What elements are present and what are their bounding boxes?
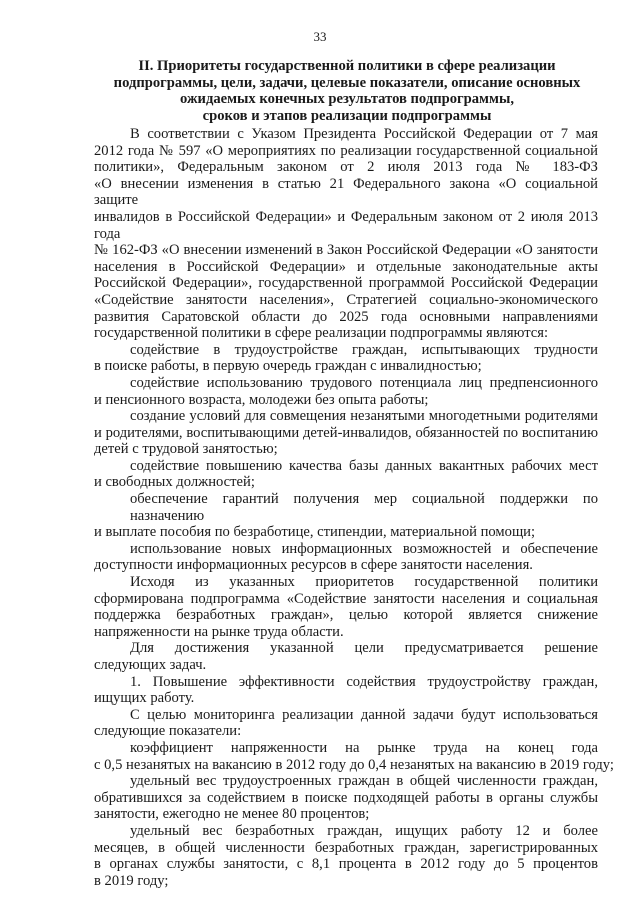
paragraph-line: месяцев, в общей численности безработных граждан, зарегистрированных bbox=[94, 839, 598, 856]
paragraph-line: напряженности на рынке труда области. bbox=[94, 623, 344, 640]
paragraph-line: в поиске работы, в первую очередь граждан с инвалидностью; bbox=[94, 358, 482, 375]
paragraph-line: государственной политики в сфере реализации подпрограммы являются: bbox=[94, 325, 549, 342]
paragraph bbox=[94, 342, 598, 375]
paragraph-line: ищущих работу. bbox=[94, 690, 195, 707]
paragraph bbox=[94, 707, 598, 740]
page-number: 33 bbox=[313, 29, 327, 44]
paragraph bbox=[94, 640, 598, 673]
paragraph-line: «О внесении изменения в статью 21 Федерального закона «О социальной защите bbox=[94, 175, 598, 209]
paragraph bbox=[94, 823, 598, 889]
paragraph bbox=[94, 739, 614, 773]
paragraph-line: содействие использованию трудового потенциала лиц предпенсионного bbox=[130, 374, 598, 391]
paragraph-line: и свободных должностей; bbox=[94, 474, 255, 491]
body-text bbox=[94, 126, 614, 889]
paragraph-line: Исходя из указанных приоритетов государственной политики bbox=[130, 574, 598, 591]
paragraph-line: содействие повышению качества базы данных вакантных рабочих мест bbox=[130, 457, 598, 474]
paragraph-line: политики», Федеральным законом от 2 июля 2013 года № 183-ФЗ bbox=[94, 159, 598, 176]
paragraph-line: занятости, ежегодно не менее 80 процентов; bbox=[94, 806, 370, 823]
paragraph-line: и родителями, воспитывающими детей-инвалидов, обязанностей по воспитанию bbox=[94, 424, 598, 441]
heading-line: сроков и этапов реализации подпрограммы bbox=[202, 107, 492, 124]
paragraph-line: удельный вес трудоустроенных граждан в общей численности граждан, bbox=[130, 773, 598, 790]
paragraph-line: Российской Федерации», государственной программой Российской Федерации bbox=[94, 275, 598, 292]
heading-line: ожидаемых конечных результатов подпрограммы, bbox=[180, 91, 514, 108]
paragraph-line: сформирована подпрограмма «Содействие занятости населения и социальная bbox=[94, 590, 598, 607]
paragraph-line: развития Саратовской области до 2025 года основными направлениями bbox=[94, 308, 598, 325]
paragraph-line: следующие показатели: bbox=[94, 723, 242, 740]
paragraph bbox=[94, 126, 598, 342]
paragraph-line: удельный вес безработных граждан, ищущих работу 12 и более bbox=[130, 822, 598, 839]
paragraph-line: инвалидов в Российской Федерации» и Федеральным законом от 2 июля 2013 года bbox=[94, 208, 598, 242]
paragraph-line: коэффициент напряженности на рынке труда на конец года bbox=[130, 739, 598, 756]
paragraph-line: поддержка безработных граждан», целью которой является снижение bbox=[94, 607, 598, 624]
section-heading bbox=[96, 58, 598, 124]
paragraph-line: В соответствии с Указом Президента Российской Федерации от 7 мая bbox=[130, 126, 598, 142]
paragraph-line: населения в Российской Федерации» и отдельные законодательные акты bbox=[94, 258, 598, 275]
heading-line: подпрограммы, цели, задачи, целевые показатели, описание основных bbox=[113, 74, 581, 91]
paragraph bbox=[94, 541, 598, 574]
heading-line: II. Приоритеты государственной политики в сфере реализации bbox=[138, 58, 556, 74]
paragraph bbox=[94, 491, 598, 541]
paragraph bbox=[94, 773, 598, 823]
paragraph-line: 2012 года № 597 «О мероприятиях по реализации государственной социальной bbox=[94, 142, 598, 159]
paragraph-line: с 0,5 незанятых на вакансию в 2012 году до 0,4 незанятых на вакансию в 2019 году; bbox=[94, 756, 614, 773]
paragraph-line: Для достижения указанной цели предусматривается решение bbox=[130, 640, 598, 657]
paragraph bbox=[94, 674, 598, 707]
paragraph-line: и выплате пособия по безработице, стипендии, материальной помощи; bbox=[94, 524, 536, 541]
paragraph bbox=[94, 458, 598, 491]
paragraph-line: 1. Повышение эффективности содействия трудоустройству граждан, bbox=[130, 673, 598, 690]
paragraph-line: обратившихся за содействием в поиске подходящей работы в органы службы bbox=[94, 789, 598, 806]
paragraph-line: в 2019 году; bbox=[94, 872, 169, 889]
paragraph-line: создание условий для совмещения незанятыми многодетными родителями bbox=[130, 408, 598, 425]
paragraph-line: в органах службы занятости, с 8,1 процента в 2012 году до 5 процентов bbox=[94, 856, 598, 873]
paragraph bbox=[94, 574, 598, 640]
paragraph-line: содействие в трудоустройстве граждан, испытывающих трудности bbox=[130, 341, 598, 358]
paragraph-line: С целью мониторинга реализации данной задачи будут использоваться bbox=[130, 706, 598, 723]
paragraph bbox=[94, 408, 598, 458]
paragraph bbox=[94, 375, 598, 408]
paragraph-line: использование новых информационных возможностей и обеспечение bbox=[130, 540, 598, 557]
paragraph-line: № 162-ФЗ «О внесении изменений в Закон Российской Федерации «О занятости bbox=[94, 242, 598, 259]
paragraph-line: и пенсионного возраста, молодежи без опыта работы; bbox=[94, 391, 429, 408]
paragraph-line: доступности информационных ресурсов в сфере занятости населения. bbox=[94, 557, 533, 574]
paragraph-line: детей с трудовой занятостью; bbox=[94, 441, 278, 458]
paragraph-line: обеспечение гарантий получения мер социальной поддержки по назначению bbox=[130, 491, 598, 524]
paragraph-line: «Содействие занятости населения», Стратегией социально-экономического bbox=[94, 291, 598, 308]
paragraph-line: следующих задач. bbox=[94, 657, 207, 673]
